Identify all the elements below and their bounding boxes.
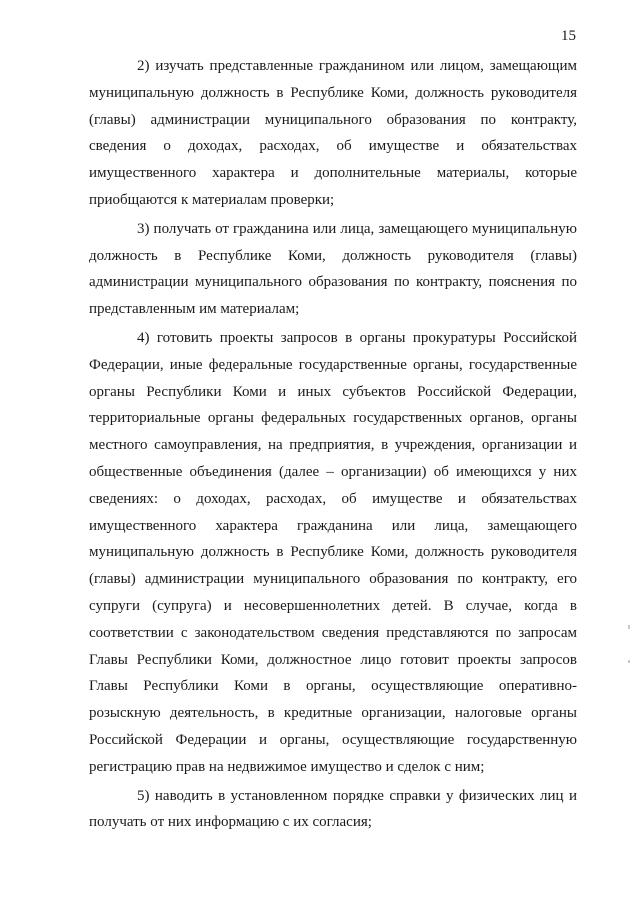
scan-artifact-mark [628,660,630,663]
document-body [89,53,577,838]
paragraph-item-4: 4) готовить проекты запросов в органы прокуратуры Российской Федерации, иные федеральные государственные органы, государственные органы Республики Коми и иных субъектов Российской Федерации, территориальные органы федеральных государственных органов, органы местного самоуправления, на предприятия, в учреждения, организации и общественные объединения (далее – организации) об имеющихся у них сведениях: о доходах, расходах, об имуществе и обязательствах имущественного характера гражданина или лица, замещающего муниципальную должность в Республике Коми, должность руководителя (главы) администрации муниципального образования по контракту, его супруги (супруга) и несовершеннолетних детей. В случае, когда в соответствии с законодательством сведения представляются по запросам Главы Республики Коми, должностное лицо готовит проекты запросов Главы Республики Коми в органы, осуществляющие оперативно-розыскную деятельность, в кредитные организации, налоговые органы Российской Федерации и органы, осуществляющие государственную регистрацию прав на недвижимое имущество и сделок с ним; [89,329,577,775]
scan-artifact-mark [628,625,630,629]
paragraph-item-2: 2) изучать представленные гражданином или лицом, замещающим муниципальную должность в Республике Коми, должность руководителя (главы) администрации муниципального образования по контракту, сведения о доходах, расходах, об имуществе и обязательствах имущественного характера и дополнительные материалы, которые приобщаются к материалам проверки; [89,58,577,208]
page-number: 15 [561,28,576,44]
paragraph-item-5: 5) наводить в установленном порядке справки у физических лиц и получать от них информацию с их согласия; [89,787,577,831]
paragraph-item-3: 3) получать от гражданина или лица, замещающего муниципальную должность в Республике Коми, должность руководителя (главы) администрации муниципального образования по контракту, пояснения по представленным им материалам; [89,220,577,318]
